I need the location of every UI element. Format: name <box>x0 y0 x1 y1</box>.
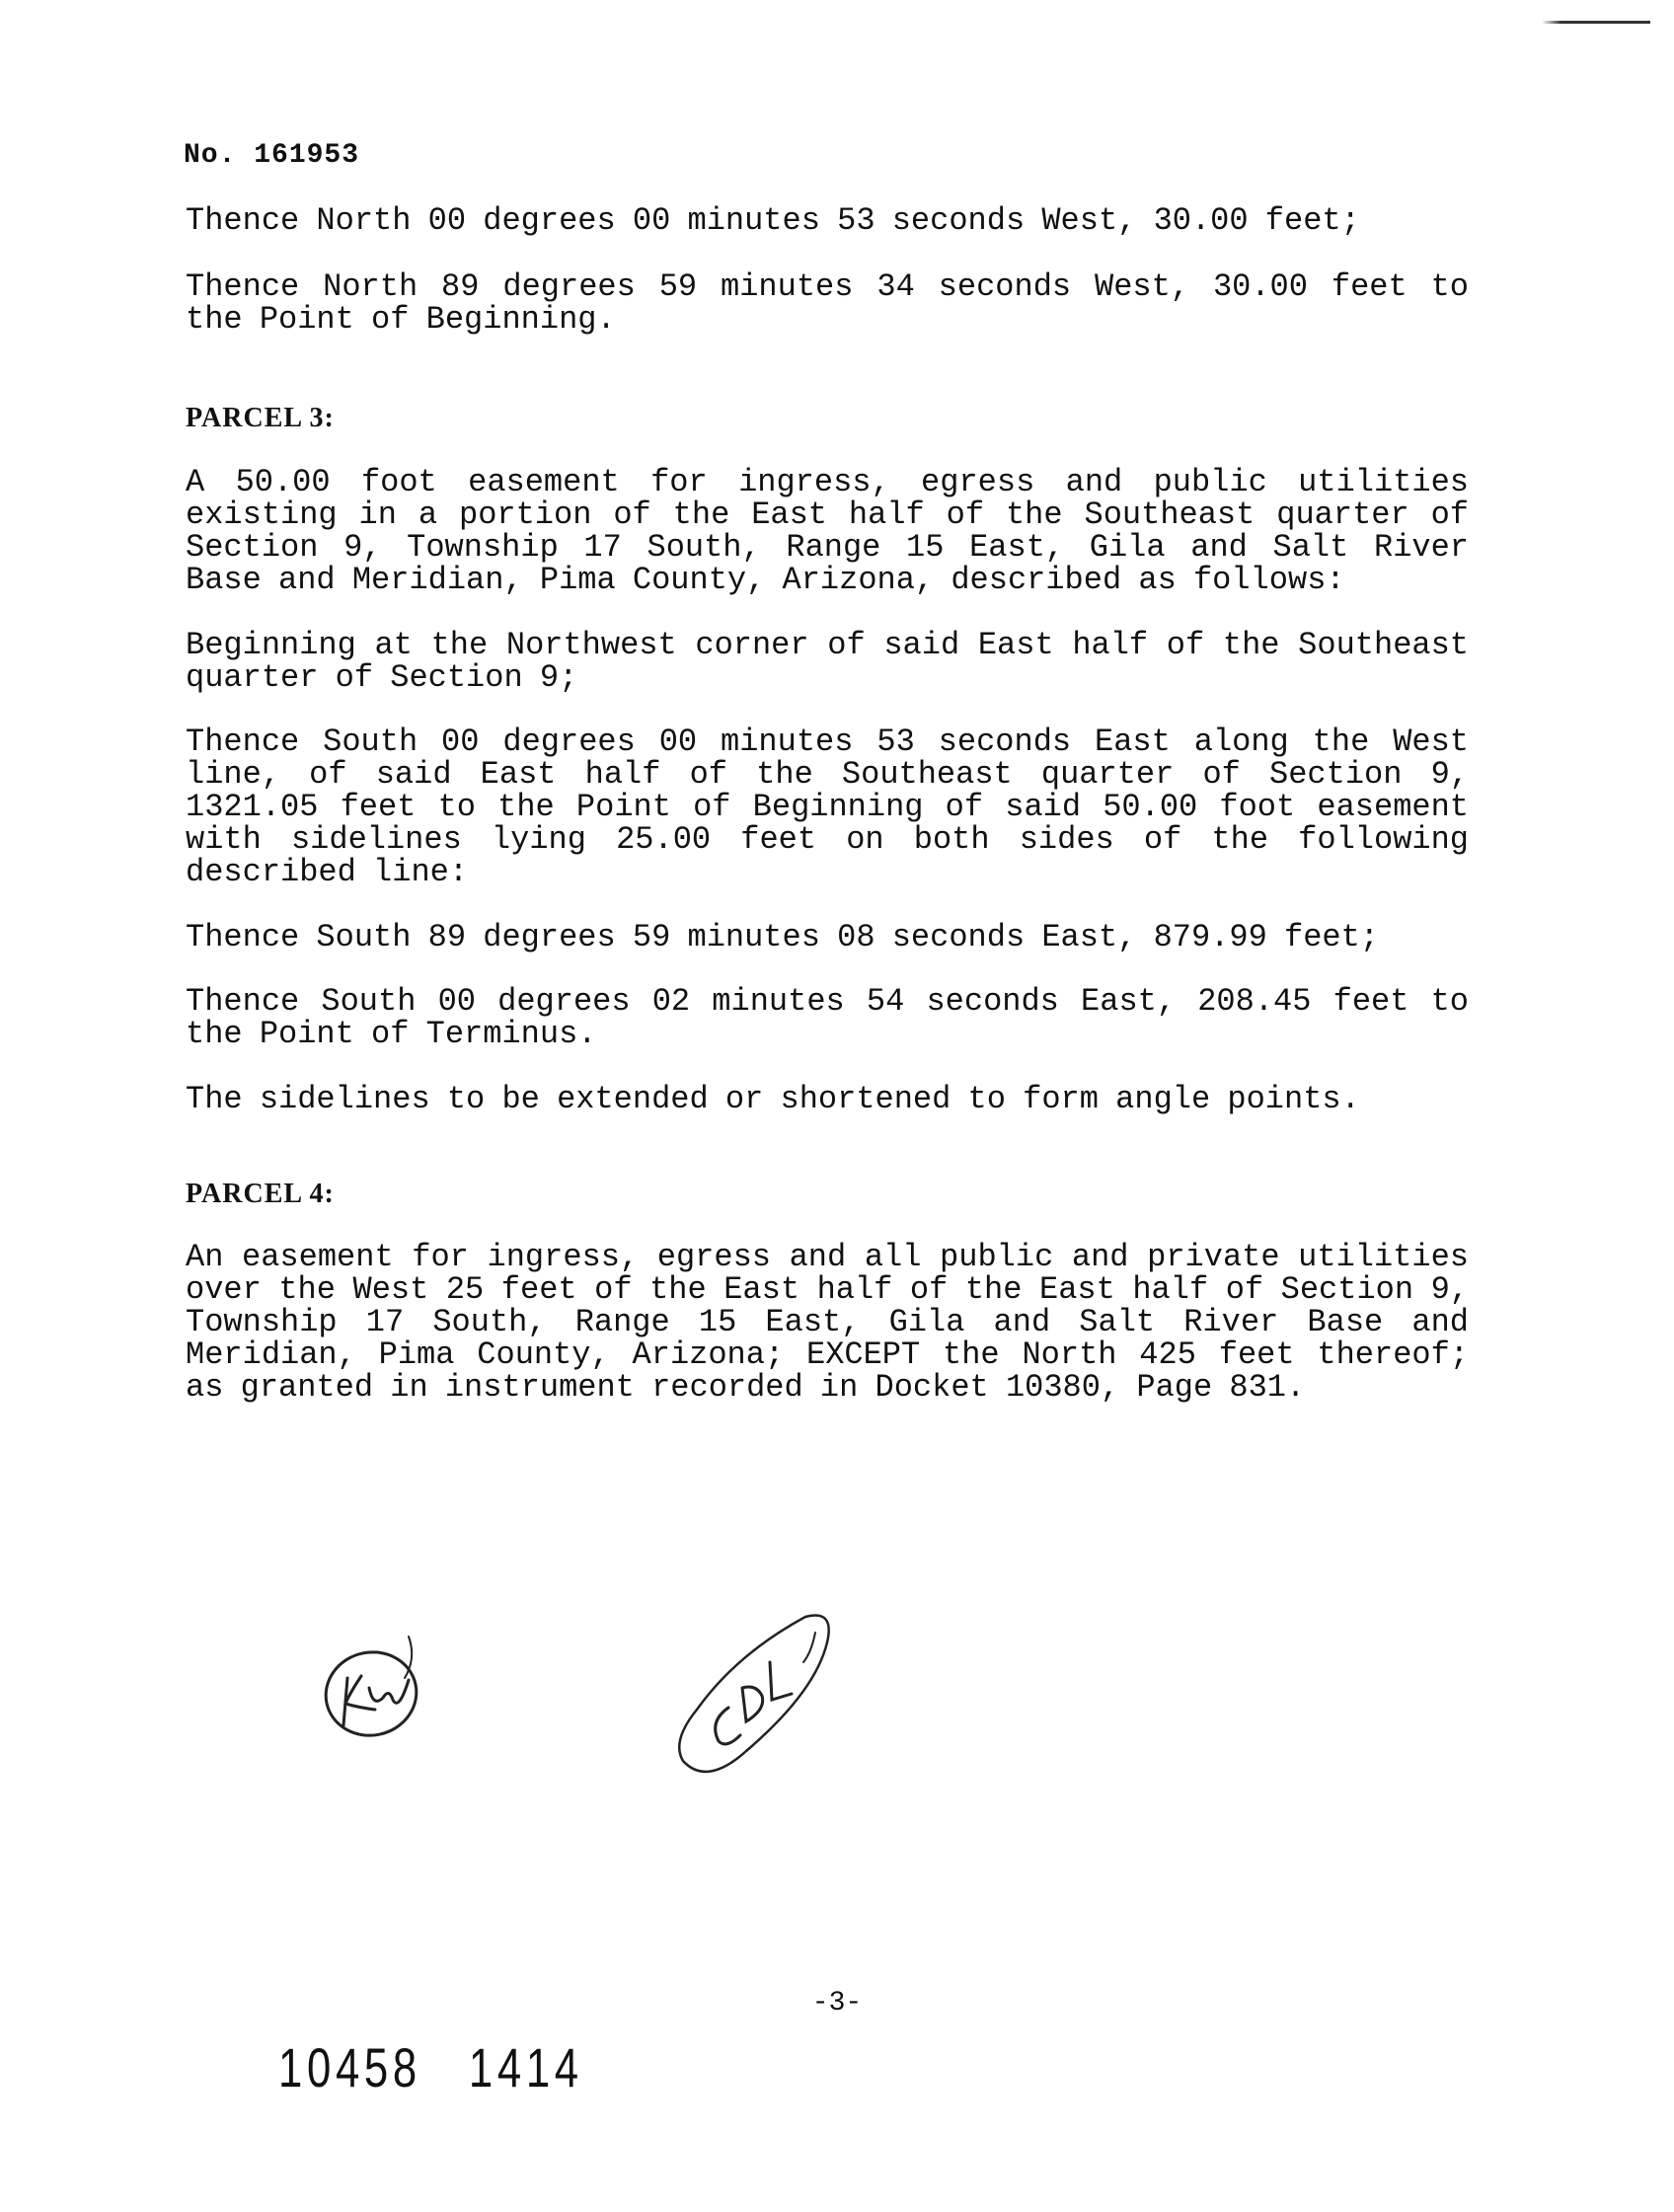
paragraph: Thence North 89 degrees 59 minutes 34 seconds West, 30.00 feet to the Point of Beginning. <box>186 268 1469 338</box>
paragraph: Thence South 89 degrees 59 minutes 08 seconds East, 879.99 feet; <box>186 919 1379 955</box>
document-number: No. 161953 <box>184 140 360 171</box>
initials-cdl-signature <box>667 1593 845 1781</box>
parcel-3-heading: PARCEL 3: <box>186 403 335 433</box>
paragraph: Thence South 00 degrees 00 minutes 53 seconds East along the West line, of said East half of the Southeast quarter of Section 9, 1321.05 feet to the Point of Beginning of said 50.00 foot easement with sidelines lying 25.00 feet on both sides of the following described line: <box>186 724 1469 890</box>
scan-mark <box>1542 21 1650 24</box>
paragraph: Beginning at the Northwest corner of said East half of the Southeast quarter of Section 9; <box>186 627 1469 696</box>
parcel-4-heading: PARCEL 4: <box>186 1179 335 1209</box>
initials-kw-signature <box>314 1619 442 1747</box>
paragraph: An easement for ingress, egress and all public and private utilities over the West 25 feet of the East half of the East half of Section 9, Township 17 South, Range 15 East, Gila and Salt River Base and Meridian, Pima County, Arizona; EXCEPT the North 425 feet thereof; as granted in instrument recorded in Docket 10380, Page 831. <box>186 1239 1469 1406</box>
paragraph: Thence North 00 degrees 00 minutes 53 seconds West, 30.00 feet; <box>186 202 1360 239</box>
page-number: -3- <box>811 1988 863 2019</box>
paragraph: A 50.00 foot easement for ingress, egress and public utilities existing in a portion of the East half of the Southeast quarter of Section 9, Township 17 South, Range 15 East, Gila and Salt River Base and Meridian, Pima County, Arizona, described as follows: <box>186 464 1469 598</box>
recording-docket: 10458 <box>278 2036 421 2098</box>
paragraph: Thence South 00 degrees 02 minutes 54 seconds East, 208.45 feet to the Point of Terminus. <box>186 983 1469 1052</box>
recording-stamp <box>278 2035 614 2099</box>
recording-page: 1414 <box>468 2036 583 2098</box>
paragraph: The sidelines to be extended or shortened to form angle points. <box>186 1081 1360 1117</box>
